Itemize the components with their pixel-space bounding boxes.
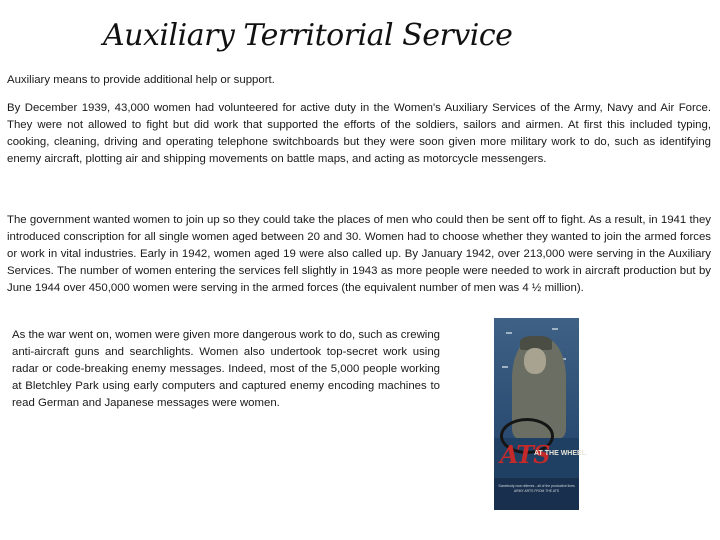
poster-soldier-face <box>524 348 546 374</box>
plane-icon <box>502 366 508 368</box>
dangerous-work-paragraph: As the war went on, women were given more dangerous work to do, such as crewing anti-aircraft guns and searchlights. Women also undertook top-secret work using radar or code-breaking enemy messages. Indeed, most of the 5,000 people working at Bletchley Park using early computers and captured enemy encoding machines to read German and Japanese messages were women. <box>12 329 440 410</box>
poster-caption-band <box>494 478 579 510</box>
definition-paragraph: Auxiliary means to provide additional help or support. <box>7 74 275 86</box>
ats-recruitment-poster <box>494 318 586 510</box>
plane-icon <box>506 332 512 334</box>
poster-caption: Somebody now relieves - all of the productive lines ARMY ARTS FROM THE ATS <box>498 484 575 493</box>
page-title: Auxiliary Territorial Service <box>103 18 513 53</box>
poster-brand: ATS <box>500 440 550 469</box>
poster-slogan: AT THE WHEEL <box>534 450 586 457</box>
conscription-paragraph: The government wanted women to join up so they could take the places of men who could then be sent off to fight. As a result, in 1941 they introduced conscription for all single women aged between 20 and 30. Women had to choose whether they wanted to join the armed forces or work in vital industries. Early in 1942, women aged 19 were also called up. By January 1942, over 213,000 were serving in the Auxiliary Services. The number of women entering the services fell slightly in 1943 as more people were needed to work in aircraft production but by June 1944 over 450,000 women were serving in the armed forces (the equivalent number of men was 4 ½ million). <box>7 214 711 295</box>
volunteers-paragraph: By December 1939, 43,000 women had volunteered for active duty in the Women's Auxiliary Services of the Army, Navy and Air Force. They were not allowed to fight but did work that supported the efforts of the soldiers, sailors and airmen. At first this included typing, cooking, cleaning, driving and operating telephone switchboards but they were soon given more military work to do, such as identifying enemy aircraft, plotting air and shipping movements on battle maps, and acting as motorcycle messengers. <box>7 102 711 166</box>
plane-icon <box>552 328 558 330</box>
